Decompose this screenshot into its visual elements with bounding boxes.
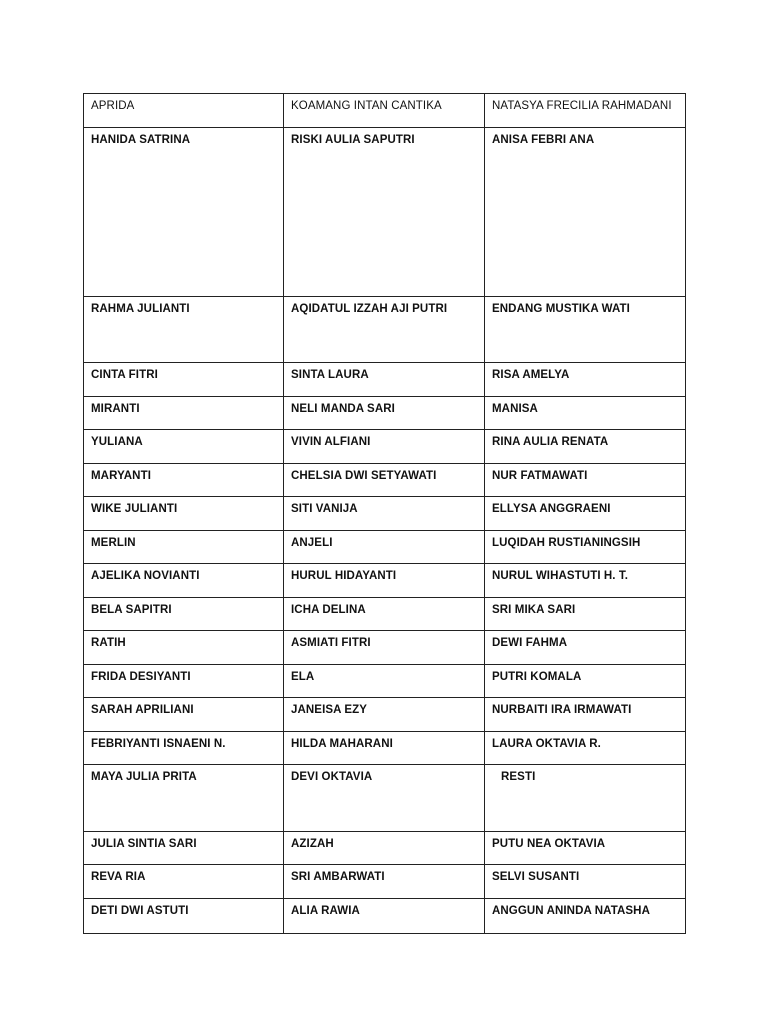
table-row xyxy=(84,665,686,698)
table-cell: VIVIN ALFIANI xyxy=(284,430,485,464)
table-cell: AQIDATUL IZZAH AJI PUTRI xyxy=(284,297,485,363)
table-cell: FRIDA DESIYANTI xyxy=(84,665,284,698)
table-row xyxy=(84,865,686,899)
table-cell: ANJELI xyxy=(284,531,485,564)
table-cell: SINTA LAURA xyxy=(284,363,485,397)
table-cell: HURUL HIDAYANTI xyxy=(284,564,485,598)
table-cell: ANGGUN ANINDA NATASHA xyxy=(485,899,686,934)
table-cell: PUTRI KOMALA xyxy=(485,665,686,698)
table-cell: NELI MANDA SARI xyxy=(284,397,485,430)
table-row xyxy=(84,297,686,363)
table-row xyxy=(84,598,686,631)
table-cell: ASMIATI FITRI xyxy=(284,631,485,665)
table-row xyxy=(84,128,686,297)
table-cell: NURBAITI IRA IRMAWATI xyxy=(485,698,686,732)
table-cell: HANIDA SATRINA xyxy=(84,128,284,297)
table-cell: ALIA RAWIA xyxy=(284,899,485,934)
table-row xyxy=(84,497,686,531)
table-cell: MIRANTI xyxy=(84,397,284,430)
table-row xyxy=(84,363,686,397)
table-cell: SRI MIKA SARI xyxy=(485,598,686,631)
table-cell: ANISA FEBRI ANA xyxy=(485,128,686,297)
table-cell: DEVI OKTAVIA xyxy=(284,765,485,832)
table-row xyxy=(84,397,686,430)
table-cell: RAHMA JULIANTI xyxy=(84,297,284,363)
table-cell: NATASYA FRECILIA RAHMADANI xyxy=(485,94,686,128)
table-cell: APRIDA xyxy=(84,94,284,128)
table-row xyxy=(84,531,686,564)
table-row xyxy=(84,631,686,665)
table-cell: LUQIDAH RUSTIANINGSIH xyxy=(485,531,686,564)
table-cell: ELA xyxy=(284,665,485,698)
table-cell: PUTU NEA OKTAVIA xyxy=(485,832,686,865)
table-cell: RATIH xyxy=(84,631,284,665)
table-cell: FEBRIYANTI ISNAENI N. xyxy=(84,732,284,765)
table-cell: SITI VANIJA xyxy=(284,497,485,531)
table-row xyxy=(84,732,686,765)
table-cell: ELLYSA ANGGRAENI xyxy=(485,497,686,531)
table-cell: HILDA MAHARANI xyxy=(284,732,485,765)
table-row xyxy=(84,564,686,598)
table-cell: WIKE JULIANTI xyxy=(84,497,284,531)
table-cell: DETI DWI ASTUTI xyxy=(84,899,284,934)
table-cell: MARYANTI xyxy=(84,464,284,497)
table-cell: ICHA DELINA xyxy=(284,598,485,631)
table-cell: RISKI AULIA SAPUTRI xyxy=(284,128,485,297)
table-cell: JANEISA EZY xyxy=(284,698,485,732)
table-cell: RESTI xyxy=(485,765,686,832)
table-cell: YULIANA xyxy=(84,430,284,464)
table-row xyxy=(84,899,686,934)
table-cell: LAURA OKTAVIA R. xyxy=(485,732,686,765)
table-cell: ENDANG MUSTIKA WATI xyxy=(485,297,686,363)
table-cell: REVA RIA xyxy=(84,865,284,899)
table-cell: SRI AMBARWATI xyxy=(284,865,485,899)
table-cell: MANISA xyxy=(485,397,686,430)
table-cell: KOAMANG INTAN CANTIKA xyxy=(284,94,485,128)
table-row xyxy=(84,698,686,732)
table-cell: NUR FATMAWATI xyxy=(485,464,686,497)
table-cell: DEWI FAHMA xyxy=(485,631,686,665)
table-row xyxy=(84,765,686,832)
table-cell: MAYA JULIA PRITA xyxy=(84,765,284,832)
table-cell: SELVI SUSANTI xyxy=(485,865,686,899)
table-cell: NURUL WIHASTUTI H. T. xyxy=(485,564,686,598)
table-row xyxy=(84,464,686,497)
table-cell: BELA SAPITRI xyxy=(84,598,284,631)
table-cell: CINTA FITRI xyxy=(84,363,284,397)
table-cell: RINA AULIA RENATA xyxy=(485,430,686,464)
table-row xyxy=(84,832,686,865)
table-cell: JULIA SINTIA SARI xyxy=(84,832,284,865)
table-row xyxy=(84,430,686,464)
table-cell: RISA AMELYA xyxy=(485,363,686,397)
table-cell: CHELSIA DWI SETYAWATI xyxy=(284,464,485,497)
table-row xyxy=(84,94,686,128)
names-table xyxy=(83,93,686,934)
table-cell: MERLIN xyxy=(84,531,284,564)
table-cell: SARAH APRILIANI xyxy=(84,698,284,732)
table-cell: AZIZAH xyxy=(284,832,485,865)
table-cell: AJELIKA NOVIANTI xyxy=(84,564,284,598)
